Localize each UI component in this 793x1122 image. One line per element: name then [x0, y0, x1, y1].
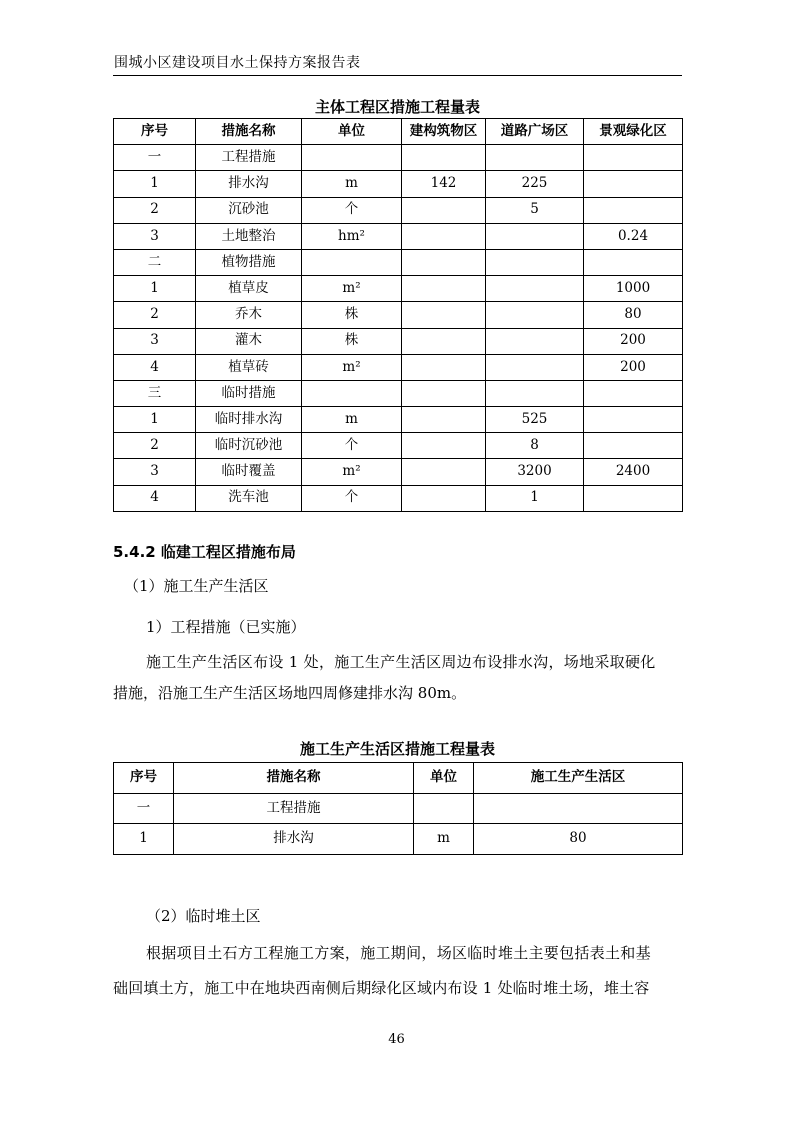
table-cell: 工程措施 — [174, 794, 414, 824]
table-row — [114, 197, 683, 223]
table-cell — [302, 380, 402, 406]
table-cell — [486, 276, 584, 302]
table-cell: 8 — [486, 433, 584, 459]
table-row — [114, 407, 683, 433]
paragraph-line: 根据项目土石方工程施工方案，施工期间，场区临时堆土主要包括表土和基 — [146, 944, 651, 962]
table-cell: 2 — [114, 433, 196, 459]
column-header: 建构筑物区 — [402, 119, 486, 145]
table-cell: 3 — [114, 459, 196, 485]
column-header: 道路广场区 — [486, 119, 584, 145]
table-cell: m² — [302, 276, 402, 302]
table-cell — [486, 145, 584, 171]
table-cell: 525 — [486, 407, 584, 433]
subsubsection-heading: 1）工程措施（已实施） — [146, 618, 306, 636]
table-cell: 1 — [114, 276, 196, 302]
table-row — [114, 794, 683, 824]
table-cell: 2 — [114, 197, 196, 223]
table-header-row — [114, 119, 683, 145]
table-cell — [584, 145, 683, 171]
table-header-row — [114, 763, 683, 794]
table-cell: 80 — [584, 302, 683, 328]
table-cell: 个 — [302, 433, 402, 459]
table-cell — [486, 328, 584, 354]
table-row — [114, 249, 683, 275]
table-cell — [402, 407, 486, 433]
table-row — [114, 328, 683, 354]
table-cell: 1 — [486, 485, 584, 511]
running-header: 围城小区建设项目水土保持方案报告表 — [114, 55, 361, 71]
table-cell — [486, 354, 584, 380]
page-number: 46 — [388, 1032, 405, 1047]
table-cell: 1000 — [584, 276, 683, 302]
table-cell: 5 — [486, 197, 584, 223]
table-cell: 灌木 — [196, 328, 302, 354]
table-cell — [402, 459, 486, 485]
column-header: 单位 — [302, 119, 402, 145]
paragraph-line: 施工生产生活区布设 1 处，施工生产生活区周边布设排水沟，场地采取硬化 — [146, 653, 656, 671]
section-heading: 5.4.2 临建工程区措施布局 — [113, 543, 296, 561]
table-cell — [584, 407, 683, 433]
table-cell — [584, 433, 683, 459]
table-cell: m — [414, 824, 474, 855]
table-cell — [402, 433, 486, 459]
table-cell — [486, 223, 584, 249]
column-header: 序号 — [114, 763, 174, 794]
column-header: 施工生产生活区 — [474, 763, 683, 794]
table-cell: 沉砂池 — [196, 197, 302, 223]
table-cell — [402, 302, 486, 328]
table-cell — [486, 302, 584, 328]
table-cell — [402, 197, 486, 223]
table-cell: m — [302, 407, 402, 433]
table-cell: 80 — [474, 824, 683, 855]
table-cell: 临时措施 — [196, 380, 302, 406]
table-row — [114, 171, 683, 197]
table-cell: 1 — [114, 171, 196, 197]
table-cell: 株 — [302, 302, 402, 328]
table-cell: m² — [302, 459, 402, 485]
table-row — [114, 433, 683, 459]
table-cell: 3 — [114, 223, 196, 249]
table-cell: 1 — [114, 407, 196, 433]
table-row — [114, 354, 683, 380]
table-cell — [584, 485, 683, 511]
table-cell — [402, 223, 486, 249]
table-cell: 4 — [114, 354, 196, 380]
table-cell — [414, 794, 474, 824]
table-cell: 二 — [114, 249, 196, 275]
table-cell: 142 — [402, 171, 486, 197]
table-cell: hm² — [302, 223, 402, 249]
table-cell: 排水沟 — [174, 824, 414, 855]
table-cell: 洗车池 — [196, 485, 302, 511]
table-row — [114, 223, 683, 249]
table-cell: 排水沟 — [196, 171, 302, 197]
table-cell: 临时沉砂池 — [196, 433, 302, 459]
table-row — [114, 485, 683, 511]
column-header: 景观绿化区 — [584, 119, 683, 145]
table-cell: 4 — [114, 485, 196, 511]
table-cell: 3200 — [486, 459, 584, 485]
table-cell — [584, 197, 683, 223]
table-cell — [584, 249, 683, 275]
column-header: 序号 — [114, 119, 196, 145]
table-row — [114, 302, 683, 328]
table-cell: 乔木 — [196, 302, 302, 328]
subsection-heading: （2）临时堆土区 — [146, 907, 261, 925]
table-row — [114, 380, 683, 406]
table-row — [114, 276, 683, 302]
table-cell — [584, 171, 683, 197]
table-cell: 2400 — [584, 459, 683, 485]
table-cell — [474, 794, 683, 824]
subsection-heading: （1）施工生产生活区 — [124, 577, 269, 595]
column-header: 措施名称 — [174, 763, 414, 794]
table-row — [114, 145, 683, 171]
table-cell: 株 — [302, 328, 402, 354]
header-rule — [113, 75, 682, 76]
table-cell: 植物措施 — [196, 249, 302, 275]
table-cell: 工程措施 — [196, 145, 302, 171]
table-cell: 植草皮 — [196, 276, 302, 302]
paragraph-line: 措施，沿施工生产生活区场地四周修建排水沟 80m。 — [113, 684, 467, 702]
table-cell: 1 — [114, 824, 174, 855]
table-cell: 临时排水沟 — [196, 407, 302, 433]
table-cell — [584, 380, 683, 406]
construction-area-table — [113, 762, 683, 855]
table-cell — [486, 380, 584, 406]
table-cell — [402, 380, 486, 406]
table-cell: 0.24 — [584, 223, 683, 249]
table-cell: 200 — [584, 354, 683, 380]
table-cell: 200 — [584, 328, 683, 354]
table-cell: 一 — [114, 794, 174, 824]
table-cell — [402, 249, 486, 275]
table-cell: 225 — [486, 171, 584, 197]
table2-caption: 施工生产生活区措施工程量表 — [299, 740, 495, 758]
table-cell — [486, 249, 584, 275]
main-works-table — [113, 118, 683, 512]
table-cell — [302, 145, 402, 171]
table-cell — [402, 354, 486, 380]
table-cell: 植草砖 — [196, 354, 302, 380]
table-cell — [302, 249, 402, 275]
table-cell — [402, 485, 486, 511]
table-cell: 土地整治 — [196, 223, 302, 249]
table-cell: m — [302, 171, 402, 197]
table-cell: 三 — [114, 380, 196, 406]
table-cell: 一 — [114, 145, 196, 171]
table-cell: 个 — [302, 197, 402, 223]
table-cell — [402, 276, 486, 302]
paragraph-line: 础回填土方，施工中在地块西南侧后期绿化区域内布设 1 处临时堆土场，堆土容 — [113, 979, 650, 997]
column-header: 单位 — [414, 763, 474, 794]
column-header: 措施名称 — [196, 119, 302, 145]
table-cell: 2 — [114, 302, 196, 328]
table-cell: 个 — [302, 485, 402, 511]
table-row — [114, 459, 683, 485]
table-row — [114, 824, 683, 855]
table1-caption: 主体工程区措施工程量表 — [314, 98, 480, 116]
table-cell: m² — [302, 354, 402, 380]
table-cell: 3 — [114, 328, 196, 354]
table-cell — [402, 328, 486, 354]
table-cell: 临时覆盖 — [196, 459, 302, 485]
table-cell — [402, 145, 486, 171]
